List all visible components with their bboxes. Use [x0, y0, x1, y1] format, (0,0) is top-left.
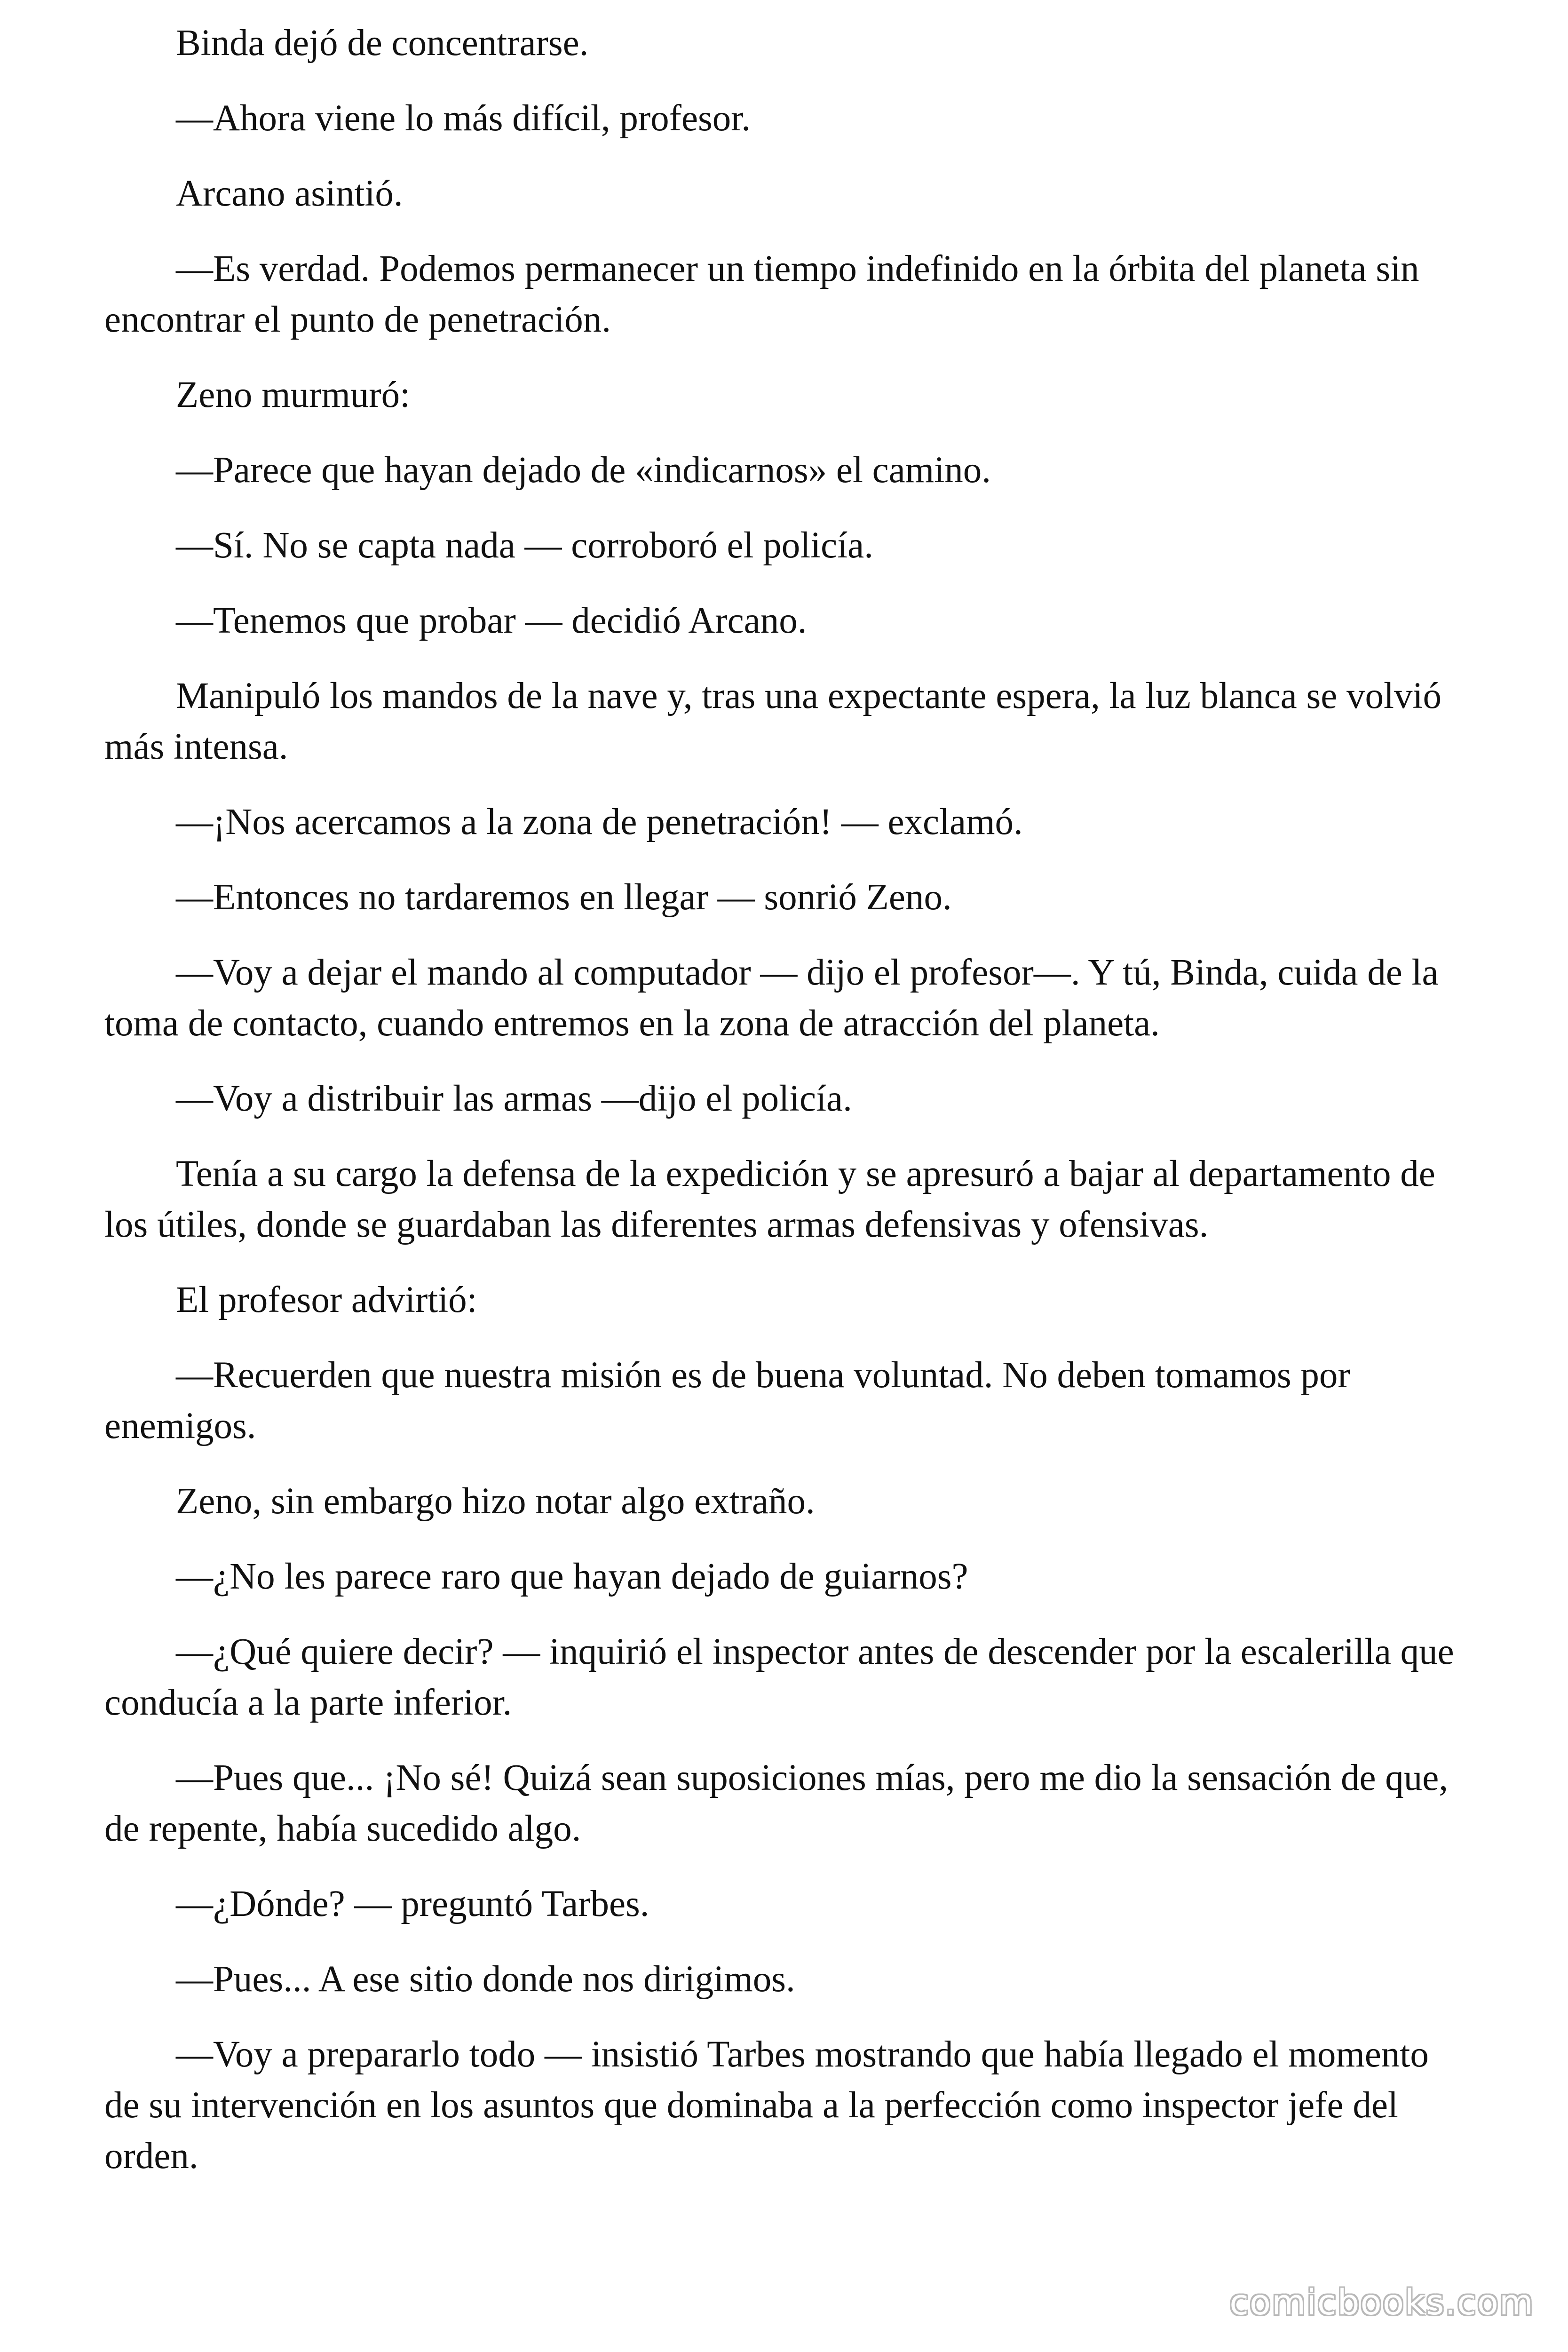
paragraph: —Tenemos que probar — decidió Arcano. [176, 600, 807, 641]
paragraph: El profesor advirtió: [176, 1279, 477, 1320]
paragraph: —Pues... A ese sitio donde nos dirigimos. [176, 1959, 795, 2000]
paragraph: Tenía a su cargo la defensa de la expedición y se apresuró a bajar al departamento de los útiles, donde se guardaban las diferentes armas defensivas y ofensivas. [104, 1153, 1435, 1245]
paragraph: —Voy a dejar el mando al computador — dijo el profesor—. Y tú, Binda, cuida de la toma de contacto, cuando entremos en la zona de atracción del planeta. [104, 952, 1439, 1044]
paragraph: Manipuló los mandos de la nave y, tras una expectante espera, la luz blanca se volvió más intensa. [104, 675, 1441, 767]
paragraph: —¿Qué quiere decir? — inquirió el inspector antes de descender por la escalerilla que conducía a la parte inferior. [104, 1631, 1454, 1723]
paragraph: —¿No les parece raro que hayan dejado de guiarnos? [176, 1556, 968, 1597]
paragraph: —¡Nos acercamos a la zona de penetración! — exclamó. [176, 802, 1023, 842]
watermark: comicbooks.com [1229, 2282, 1534, 2323]
paragraph: —Es verdad. Podemos permanecer un tiempo indefinido en la órbita del planeta sin encontrar el punto de penetración. [104, 248, 1419, 340]
paragraph: —Sí. No se capta nada — corroboró el policía. [176, 525, 873, 566]
paragraph: —Entonces no tardaremos en llegar — sonrió Zeno. [176, 877, 952, 918]
paragraph: —Ahora viene lo más difícil, profesor. [176, 98, 751, 139]
page-text [104, 18, 1459, 2206]
paragraph: —Voy a prepararlo todo — insistió Tarbes mostrando que había llegado el momento de su intervención en los asuntos que dominaba a la perfección como inspector jefe del orden. [104, 2034, 1429, 2177]
paragraph: Arcano asintió. [176, 173, 403, 214]
paragraph: —¿Dónde? — preguntó Tarbes. [176, 1883, 649, 1924]
paragraph: —Parece que hayan dejado de «indicarnos» el camino. [176, 450, 991, 491]
paragraph: —Recuerden que nuestra misión es de buena voluntad. No deben tomamos por enemigos. [104, 1355, 1350, 1446]
paragraph: —Voy a distribuir las armas —dijo el policía. [176, 1078, 852, 1119]
paragraph: Zeno murmuró: [176, 374, 411, 415]
paragraph: Zeno, sin embargo hizo notar algo extraño. [176, 1481, 815, 1522]
paragraph: —Pues que... ¡No sé! Quizá sean suposiciones mías, pero me dio la sensación de que, de repente, había sucedido algo. [104, 1757, 1449, 1849]
paragraph: Binda dejó de concentrarse. [176, 23, 589, 64]
